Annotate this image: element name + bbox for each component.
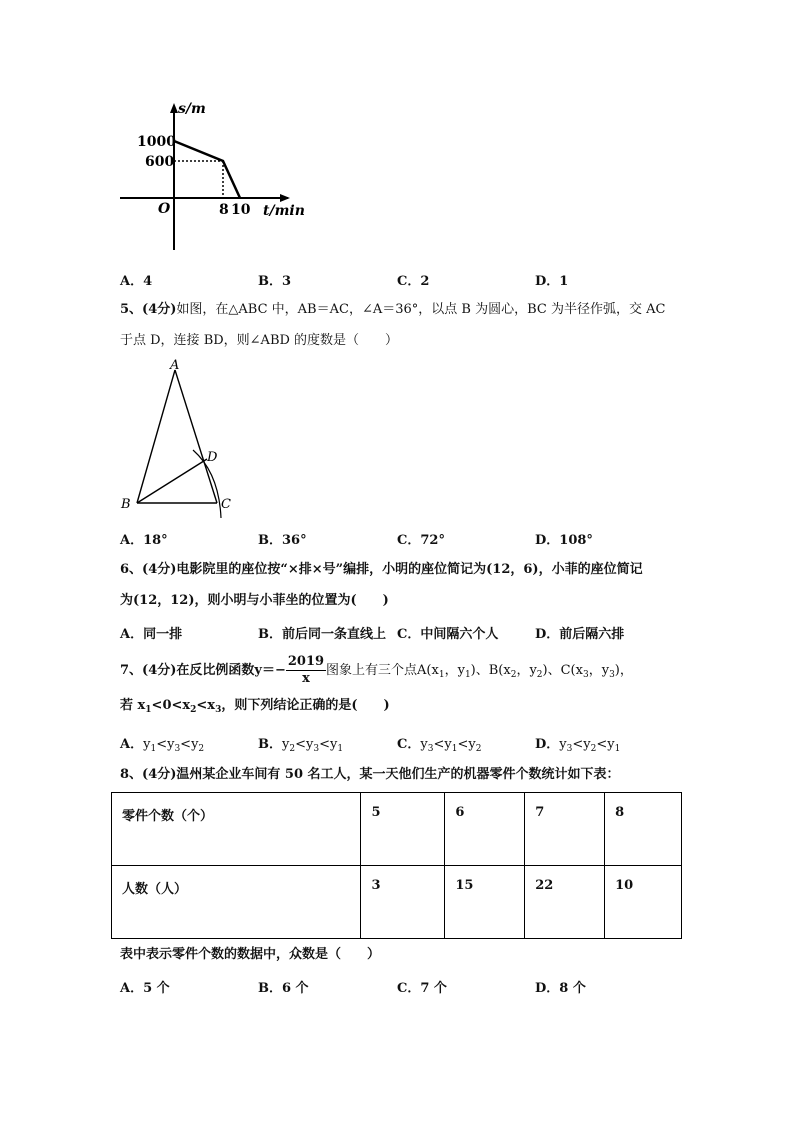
q6-option-d[interactable]: D．前后隔六排	[535, 627, 625, 642]
q8-line1	[120, 765, 620, 785]
graph-line	[174, 141, 240, 198]
table-cell: 22	[525, 866, 605, 939]
q7-text-after: 图象上有三个点A(x	[326, 663, 439, 678]
q7-option-b[interactable]: B．$y_2<y_3<y_1$	[258, 737, 344, 754]
q5-line2: 于点 D，连接 BD，则∠ABD 的度数是（ ）	[120, 333, 399, 348]
q8-option-c[interactable]: C．7 个	[397, 981, 447, 996]
y-axis-arrow	[170, 103, 178, 113]
label-c: C	[221, 497, 231, 512]
q7-frac-num: 2019	[287, 654, 325, 669]
q5-option-d[interactable]: D．108°	[535, 533, 593, 548]
q8-option-b[interactable]: B．6 个	[258, 981, 309, 996]
q7-option-a[interactable]: A．$y_1<y_3<y_2$	[120, 737, 205, 754]
q7-line1	[120, 654, 633, 689]
y-tick-600: 600	[145, 154, 175, 170]
parts-table	[111, 792, 682, 939]
q7-text-before: 在反比例函数y＝−	[176, 663, 286, 678]
origin-label: O	[158, 201, 171, 217]
table-cell: 5	[361, 793, 445, 866]
table-row	[112, 793, 682, 866]
q5-option-c[interactable]: C．72°	[397, 533, 445, 548]
table-cell: 10	[605, 866, 682, 939]
q5-text-1: 如图，在△ABC 中，AB＝AC，∠A＝36°，以点 B 为圆心，BC 为半径作弧，交 AC	[176, 302, 666, 317]
q7-option-c[interactable]: C．$y_3<y_1<y_2$	[397, 737, 482, 754]
q7-frac-den: x	[302, 671, 310, 686]
x-axis-arrow	[280, 194, 290, 202]
side-ac	[175, 370, 217, 503]
q8-number: 8、(4分)	[120, 767, 177, 782]
q7-line2: 若 $x_1<0<x_2<x_3$，则下列结论正确的是( )	[120, 698, 390, 715]
q5-number: 5、(4分)	[120, 302, 177, 317]
table-cell: 零件个数（个）	[112, 793, 361, 866]
table-cell: 8	[605, 793, 682, 866]
q8-option-d[interactable]: D．8 个	[535, 981, 586, 996]
y-axis-label: s/m	[178, 101, 206, 117]
q7-fraction	[286, 654, 326, 687]
q4-option-a[interactable]: A．4	[120, 274, 153, 289]
q5-line1	[120, 300, 665, 320]
q7-number: 7、(4分)	[120, 663, 177, 678]
q4-option-b[interactable]: B．3	[258, 274, 292, 289]
q4-option-c[interactable]: C．2	[397, 274, 430, 289]
q6-option-b[interactable]: B．前后同一条直线上	[258, 627, 386, 642]
y-tick-1000: 1000	[137, 134, 176, 150]
q7-option-d[interactable]: D．$y_3<y_2<y_1$	[535, 737, 621, 754]
table-cell: 3	[361, 866, 445, 939]
q6-number: 6、(4分)	[120, 562, 177, 577]
x-tick-10: 10	[231, 202, 251, 218]
label-b: B	[121, 497, 131, 512]
q6-text-1: 电影院里的座位按“×排×号”编排，小明的座位简记为(12，6)，小菲的座位简记	[176, 562, 643, 577]
q7-points-tail: $_1$，$y_1$)、$B(x_2$，$y_2$)、$C(x_3$，$y_3$)，	[438, 663, 633, 680]
label-a: A	[170, 358, 180, 373]
x-tick-8: 8	[219, 202, 229, 218]
q6-option-c[interactable]: C．中间隔六个人	[397, 627, 499, 642]
q8-after-text: 表中表示零件个数的数据中，众数是（ ）	[120, 947, 381, 962]
table-cell: 15	[445, 866, 525, 939]
table-cell: 6	[445, 793, 525, 866]
triangle-figure	[115, 355, 245, 520]
q5-option-a[interactable]: A．18°	[120, 533, 168, 548]
table-row	[112, 866, 682, 939]
label-d: D	[207, 450, 218, 465]
x-axis-label: t/min	[263, 203, 305, 219]
q8-text: 温州某企业车间有 50 名工人，某一天他们生产的机器零件个数统计如下表：	[176, 767, 620, 782]
table-cell: 7	[525, 793, 605, 866]
distance-time-graph	[110, 95, 330, 255]
table-cell: 人数（人）	[112, 866, 361, 939]
q8-option-a[interactable]: A．5 个	[120, 981, 170, 996]
q6-line2: 为(12，12)，则小明与小菲坐的位置为( )	[120, 593, 389, 608]
q6-option-a[interactable]: A．同一排	[120, 627, 183, 642]
q5-option-b[interactable]: B．36°	[258, 533, 307, 548]
q4-option-d[interactable]: D．1	[535, 274, 569, 289]
q6-line1	[120, 560, 643, 580]
